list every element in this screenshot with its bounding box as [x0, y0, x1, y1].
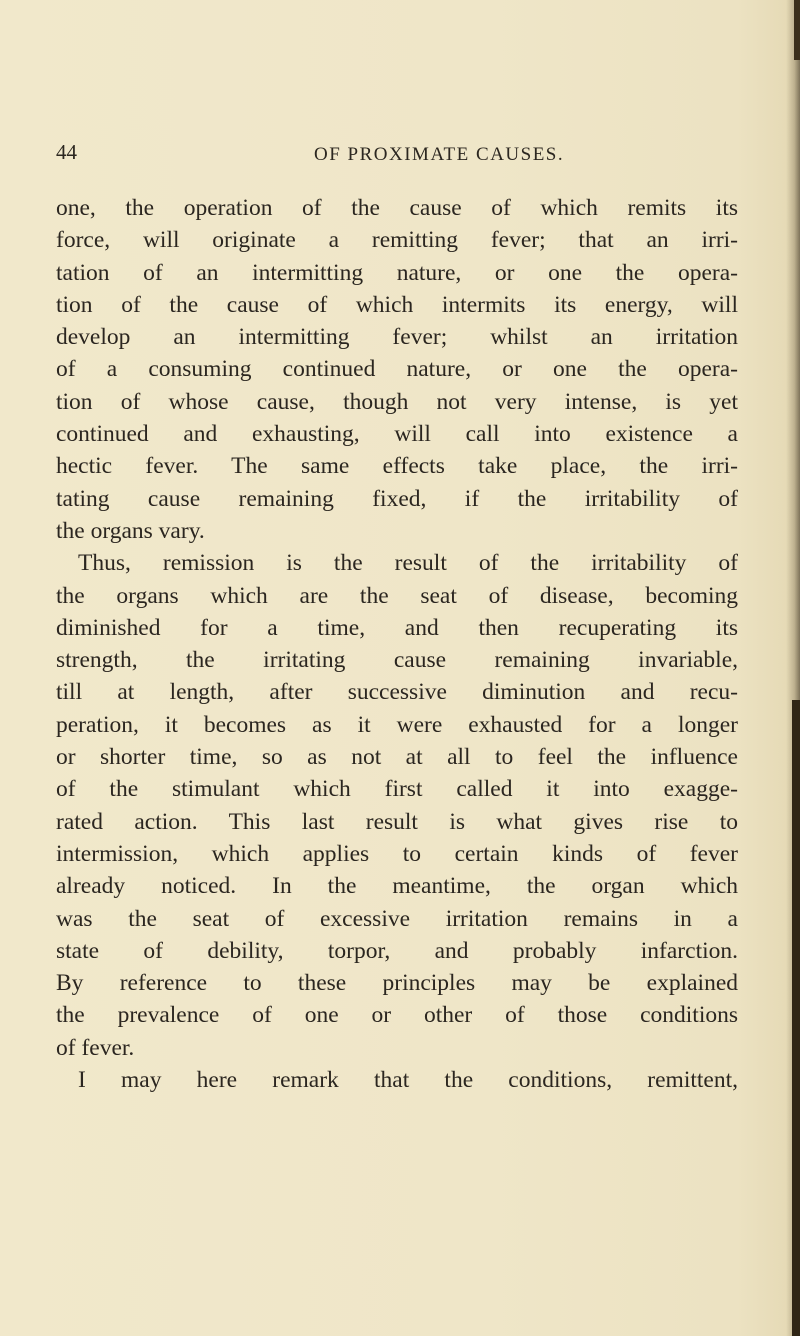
text-line: tion of the cause of which intermits its energy, will — [56, 291, 738, 318]
text-line: force, will originate a remitting fever; that an irri- — [56, 227, 738, 254]
text-line: diminished for a time, and then recuperating its — [56, 614, 738, 641]
text-line: continued and exhausting, will call into existence a — [56, 421, 738, 448]
text-line: intermission, which applies to certain kinds of fever — [56, 840, 738, 867]
text-line: till at length, after successive diminution and recu- — [56, 679, 738, 706]
text-line: one, the operation of the cause of which remits its — [56, 195, 738, 221]
text-line: of fever. — [56, 1034, 135, 1061]
text-line: tation of an intermitting nature, or one the opera- — [56, 259, 738, 286]
text-line: the organs which are the seat of disease, becoming — [56, 582, 738, 609]
text-line: peration, it becomes as it were exhausted for a longer — [56, 711, 738, 738]
text-line: develop an intermitting fever; whilst an irritation — [56, 324, 738, 351]
text-line: By reference to these principles may be explained — [56, 970, 738, 997]
text-line: of the stimulant which first called it into exagge- — [56, 776, 738, 803]
text-line: hectic fever. The same effects take place, the irri- — [56, 453, 738, 480]
text-line: or shorter time, so as not at all to feel the influence — [56, 744, 738, 771]
text-line: was the seat of excessive irritation remains in a — [56, 905, 738, 932]
page-header — [56, 140, 736, 172]
text-line: Thus, remission is the result of the irritability of — [78, 550, 738, 577]
text-line: already noticed. In the meantime, the organ which — [56, 873, 738, 900]
text-line: of a consuming continued nature, or one the opera- — [56, 356, 738, 383]
body-text — [56, 192, 738, 1096]
text-line: strength, the irritating cause remaining invariable, — [56, 647, 738, 674]
text-line: the organs vary. — [56, 517, 205, 544]
page-edge-binding-lower — [792, 700, 800, 1336]
text-line: state of debility, torpor, and probably infarction. — [56, 937, 738, 964]
page-number: 44 — [56, 140, 77, 164]
text-line: rated action. This last result is what gives rise to — [56, 808, 738, 835]
page-edge-binding — [794, 0, 800, 60]
running-head: OF PROXIMATE CAUSES. — [314, 144, 565, 165]
text-line: the prevalence of one or other of those conditions — [56, 1002, 738, 1029]
text-line: I may here remark that the conditions, remittent, — [78, 1067, 738, 1094]
text-line: tion of whose cause, though not very intense, is yet — [56, 388, 738, 415]
text-line: tating cause remaining fixed, if the irritability of — [56, 485, 738, 512]
